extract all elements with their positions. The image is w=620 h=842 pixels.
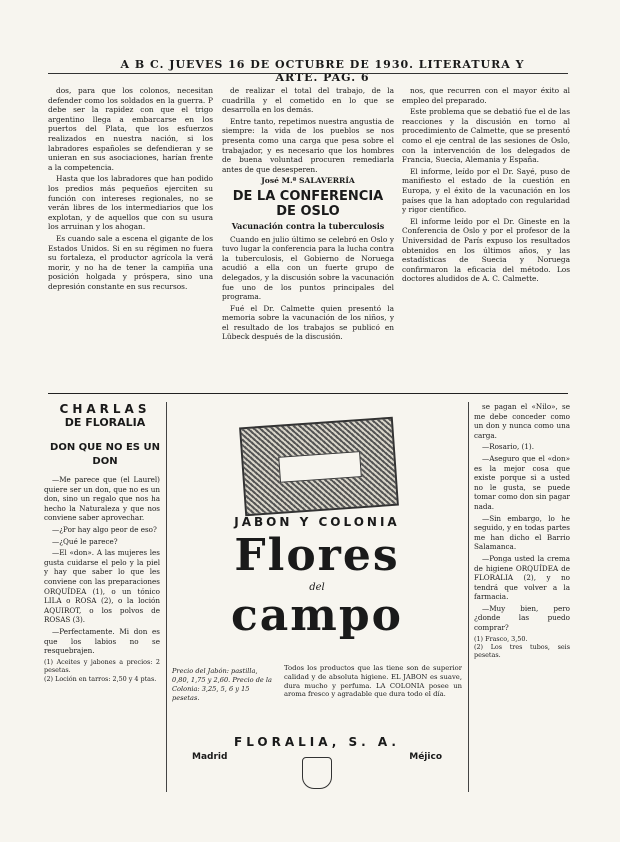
- paragraph: dos, para que los colonos, necesitan defender como los soldados en la guerra. P debe ser la rapidez con que el trigo argentino llega a embarcarse en los puertos del Plata, que los esfuerzos realizados en nuestra nación, si los labradores españoles se defendieran y se unieran en sus asociaciones, harían frente a la competencia.: [48, 86, 213, 172]
- paragraph: —Muy bien, pero ¿donde las puedo comprar?: [474, 603, 570, 633]
- paragraph: —El «don». A las mujeres les gusta cuidarse el pelo y la piel y hay que saber lo que les conviene con las preparaciones ORQUÍDEA (1), o un tónico LILA o ROSA (2), o la loción AQUIROT, o los polvos de ROSAS (3).: [44, 548, 160, 625]
- ad-body-text: Todos los productos que las tiene son de superior calidad y de absoluta higiene. EL JABON es suave, dura mucho y perfuma. LA COLONIA posee un aroma fresco y agradable que dura todo el día.: [284, 664, 462, 699]
- ad-prices: Precio del Jabón: pastilla, 0,80, 1,75 y 2,60. Precio de la Colonia: 3,25, 5, 6 y 15 pesetas.: [172, 667, 272, 702]
- city-mexico: Méjico: [409, 752, 442, 762]
- paragraph: El informe leído por el Dr. Gineste en la Conferencia de Oslo y por el profesor de la Universidad de París expuso los resultados obtenidos en los últimos años, y las estadísticas de Suecia y Noruega confirmaron la eficacia del método. Los doctores aludidos de A. C. Calmette.: [402, 216, 570, 284]
- column-1: [48, 86, 213, 386]
- charlas-heading: DON QUE NO ES UN DON: [50, 442, 160, 467]
- paragraph: Este problema que se debatió fue el de las reacciones y la discusión en torno al procedimiento de Calmette, que se presentó como el eje central de las sesiones de Oslo, con la intervención de los delegados de Francia, Suecia, Alemania y España.: [402, 107, 570, 165]
- ad-brand: FLORALIA, S. A.: [234, 735, 400, 749]
- section-subtitle: Vacunación contra la tuberculosis: [231, 220, 385, 231]
- header-rule: [48, 73, 568, 74]
- charlas-column-continued: [474, 402, 570, 792]
- soap-label: [278, 451, 362, 483]
- paragraph: —¿Por hay algo peor de eso?: [52, 524, 157, 534]
- page-header: A B C. JUEVES 16 DE OCTUBRE DE 1930. LITERATURA Y ARTE. PAG. 6: [120, 58, 525, 84]
- paragraph: —Ponga usted la crema de higiene ORQUÍDEA de FLORALIA (2), y no tendrá que volver a la farmacia.: [474, 553, 570, 602]
- column-3: [402, 86, 570, 386]
- footnote: (2) Loción en tarros: 2,50 y 4 ptas.: [44, 674, 157, 683]
- paragraph: —Sin embargo, lo he seguido, y en todas partes me han dicho el Barrio Salamanca.: [474, 513, 570, 552]
- ad-right-rule: [468, 402, 469, 792]
- ad-title-connector: del: [309, 582, 325, 593]
- paragraph: Es cuando sale a escena el gigante de los Estados Unidos. Si en su régimen no fuera su fortaleza, el productor agrícola la verá morir, y no ha de tener la campiña una posición holgada y próspera, sino una depresión constante en sus recursos.: [48, 233, 213, 291]
- paragraph: se pagan el «Nilo», se me debe conceder como un don y nunca como una carga.: [474, 402, 570, 440]
- author-signature: José M.ª SALAVERRÍA: [261, 176, 355, 186]
- soap-illustration: [239, 417, 399, 517]
- paragraph: —Me parece que (el Laurel) quiere ser un don, que no es un don, sino un regalo que nos ha hecho la Naturaleza y que nos conviene saber aprovechar.: [44, 475, 160, 523]
- charlas-text: [44, 475, 166, 683]
- column-2: [222, 86, 394, 386]
- brand-emblem-icon: [302, 757, 332, 789]
- paragraph: Hasta que los labradores que han podido los predios más pequeños ejerciten su función con intereses regionales, no se verán libres de los intermediarios que los explotan, y de aquellos que con su usura los arruinan y los ahogan.: [48, 174, 213, 232]
- footnote: (2) Los tres tubos, seis pesetas.: [474, 643, 570, 660]
- paragraph: —¿Qué le parece?: [52, 536, 118, 546]
- section-divider: [48, 393, 568, 394]
- paragraph: nos, que recurren con el mayor éxito al empleo del preparado.: [402, 86, 570, 105]
- paragraph: Cuando en julio último se celebró en Oslo y tuvo lugar la conferencia para la lucha contra la tuberculosis, el Gobierno de Noruega acudió a ella con un fuerte grupo de delegados, y la discusión sobre la vacunación fue uno de los puntos principales del programa.: [222, 234, 394, 302]
- city-madrid: Madrid: [192, 752, 228, 762]
- ad-product-line: JABON Y COLONIA: [234, 515, 400, 529]
- advertisement: [172, 402, 462, 792]
- paragraph: Fué el Dr. Calmette quien presentó la memoria sobre la vacunación de los niños, y el resultado de los trabajos se publicó en Lübeck después de la discusión.: [222, 303, 394, 342]
- paragraph: —Rosario, (1).: [482, 442, 534, 452]
- charlas-title: CHARLAS: [59, 402, 151, 416]
- ad-title-word-1: Flores: [234, 530, 400, 581]
- ad-title-word-2: campo: [231, 590, 403, 641]
- charlas-column: [44, 402, 167, 792]
- paragraph: —Aseguro que el «don» es la mejor cosa que existe porque si a usted no le gusta, se puede tomar como don sin pagar nada.: [474, 453, 570, 511]
- charlas-subtitle: DE FLORALIA: [64, 416, 146, 429]
- footnote: (1) Aceites y jabones a precios: 2 pesetas.: [44, 657, 160, 675]
- paragraph: —Perfectamente. Mi don es que los labios no se resquebrajen.: [44, 626, 160, 656]
- paragraph: de realizar el total del trabajo, de la cuadrilla y el cometido en lo que se desarrolla en los demás.: [222, 86, 394, 115]
- footnote: (1) Frasco, 3,50.: [474, 634, 528, 643]
- section-title: DE LA CONFERENCIA DE OSLO: [232, 188, 384, 219]
- paragraph: El informe, leído por el Dr. Sayé, puso de manifiesto el estado de la cuestión en Europa, y el éxito de la vacunación en los países que la han adoptado con regularidad y rigor científico.: [402, 166, 570, 215]
- paragraph: Entre tanto, repetimos nuestra angustia de siempre: la vida de los pueblos se nos presenta como una carga que pesa sobre el trabajador, y es necesario que los hombres de buena voluntad procuren remediarla antes de que desesperen.: [222, 116, 394, 174]
